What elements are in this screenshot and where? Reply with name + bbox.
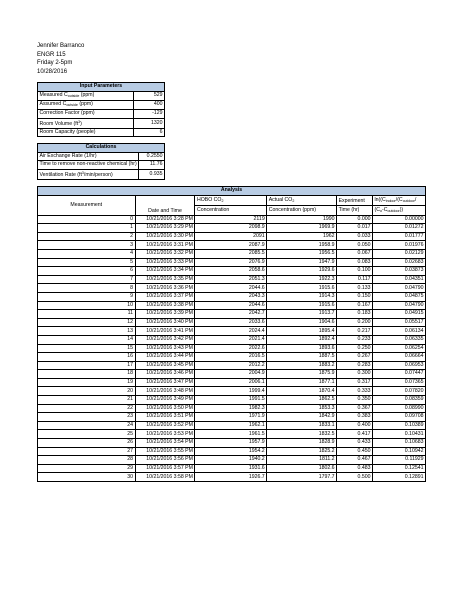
calc-label: Time to remove non-reactive chemical (hr) xyxy=(39,161,137,168)
time-cell[interactable]: 0.217 xyxy=(337,327,373,336)
table-row xyxy=(38,396,426,405)
table-row xyxy=(38,447,426,456)
ln-cell[interactable]: 0.12541 xyxy=(373,464,426,473)
table-row xyxy=(38,439,426,448)
table-row xyxy=(38,267,426,276)
time-cell[interactable]: 0.383 xyxy=(337,413,373,422)
hobo-cell[interactable]: 2042.7 xyxy=(195,310,267,319)
measurement-header: Measurement xyxy=(38,195,136,215)
hobo-cell[interactable]: 2006.1 xyxy=(195,378,267,387)
ln-cell[interactable]: 0.06254 xyxy=(373,344,426,353)
datetime-cell[interactable]: 10/21/2016 3:52 PM xyxy=(135,421,195,430)
measurement-cell[interactable]: 30 xyxy=(38,473,136,482)
session-time: Friday 2-5pm xyxy=(37,60,73,67)
datetime-header: Date and Time xyxy=(135,195,195,215)
ln-cell[interactable]: 0.10942 xyxy=(373,447,426,456)
datetime-cell[interactable]: 10/21/2016 3:47 PM xyxy=(135,378,195,387)
datetime-cell[interactable]: 10/21/2016 3:36 PM xyxy=(135,284,195,293)
actual-cell[interactable]: 1887.5 xyxy=(267,353,337,362)
calc-label: Air Exchange Rate (1/hr) xyxy=(38,152,139,161)
actual-cell[interactable]: 1915.6 xyxy=(267,284,337,293)
hobo-cell[interactable]: 2085.5 xyxy=(195,249,267,258)
actual-cell[interactable]: 1833.1 xyxy=(267,421,337,430)
actual-cell[interactable]: 1828.9 xyxy=(267,439,337,448)
input-label: Room Capacity (people) xyxy=(38,128,134,137)
actual-cell[interactable]: 1904.6 xyxy=(267,318,337,327)
measurement-cell[interactable]: 9 xyxy=(38,292,136,301)
course-name: ENGR 115 xyxy=(37,51,66,58)
ln-cell[interactable]: 0.04875 xyxy=(373,292,426,301)
measurement-cell[interactable]: 0 xyxy=(38,215,136,224)
measurement-cell[interactable]: 29 xyxy=(38,464,136,473)
measurement-cell[interactable]: 7 xyxy=(38,275,136,284)
time-cell[interactable]: 0.033 xyxy=(337,232,373,241)
ln-cell[interactable]: 0.06134 xyxy=(373,327,426,336)
datetime-cell[interactable]: 10/21/2016 3:31 PM xyxy=(135,241,195,250)
measurement-cell[interactable]: 27 xyxy=(38,447,136,456)
ln-cell[interactable]: 0.08359 xyxy=(373,396,426,405)
time-cell[interactable]: 0.167 xyxy=(337,301,373,310)
hobo-cell[interactable]: 2022.6 xyxy=(195,344,267,353)
table-row xyxy=(38,378,426,387)
table-row xyxy=(38,473,426,482)
hobo-cell[interactable]: 1982.3 xyxy=(195,404,267,413)
table-row xyxy=(38,327,426,336)
datetime-cell[interactable]: 10/21/2016 3:35 PM xyxy=(135,275,195,284)
ln-cell[interactable]: 0.00000 xyxy=(373,215,426,224)
actual-cell[interactable]: 1895.4 xyxy=(267,327,337,336)
time-cell[interactable]: 0.350 xyxy=(337,396,373,405)
actual-cell[interactable]: 1915.6 xyxy=(267,301,337,310)
table-row xyxy=(38,275,426,284)
actual-cell[interactable]: 1825.2 xyxy=(267,447,337,456)
actual-cell[interactable]: 1877.1 xyxy=(267,378,337,387)
ln-cell[interactable]: 0.01777 xyxy=(373,232,426,241)
input-label: Assumed $C_{outside}$ (ppm) xyxy=(38,100,134,109)
time-cell[interactable]: 0.233 xyxy=(337,335,373,344)
hobo-cell[interactable]: 1961.5 xyxy=(195,430,267,439)
hobo-cell[interactable]: 1940.2 xyxy=(195,456,267,465)
analysis-title: Analysis xyxy=(38,187,426,196)
time-cell[interactable]: 0.367 xyxy=(337,404,373,413)
table-row xyxy=(38,464,426,473)
ln-cell[interactable]: 0.07820 xyxy=(373,387,426,396)
calc-value[interactable]: 0.935 xyxy=(139,169,165,179)
measurement-cell[interactable]: 2 xyxy=(38,232,136,241)
table-row xyxy=(38,241,426,250)
calculations-table xyxy=(37,143,165,180)
datetime-cell[interactable]: 10/21/2016 3:43 PM xyxy=(135,344,195,353)
hobo-cell[interactable]: 1926.7 xyxy=(195,473,267,482)
measurement-cell[interactable]: 5 xyxy=(38,258,136,267)
hobo-cell[interactable]: 2051.3 xyxy=(195,275,267,284)
datetime-cell[interactable]: 10/21/2016 3:48 PM xyxy=(135,387,195,396)
analysis-rows xyxy=(38,215,426,481)
input-label: Room Volume $(ft^3)$ xyxy=(38,118,134,128)
hobo-cell[interactable]: 1957.9 xyxy=(195,439,267,448)
hobo-cell[interactable]: 2119 xyxy=(195,215,267,224)
measurement-cell[interactable]: 16 xyxy=(38,353,136,362)
calc-value[interactable]: 0.2550 xyxy=(139,152,165,161)
measurement-cell[interactable]: 3 xyxy=(38,241,136,250)
time-cell[interactable]: 0.433 xyxy=(337,439,373,448)
table-row xyxy=(38,258,426,267)
actual-cell[interactable]: 1853.3 xyxy=(267,404,337,413)
input-value[interactable]: 400 xyxy=(134,100,165,109)
table-row xyxy=(38,310,426,319)
datetime-cell[interactable]: 10/21/2016 3:39 PM xyxy=(135,310,195,319)
actual-cell[interactable]: 1875.9 xyxy=(267,370,337,379)
hobo-cell[interactable]: 2033.6 xyxy=(195,318,267,327)
actual-cell[interactable]: 1958.9 xyxy=(267,241,337,250)
ln-cell[interactable]: 0.08990 xyxy=(373,404,426,413)
measurement-cell[interactable]: 14 xyxy=(38,335,136,344)
time-cell[interactable]: 0.417 xyxy=(337,430,373,439)
time-cell[interactable]: 0.283 xyxy=(337,361,373,370)
actual-cell[interactable]: 1811.2 xyxy=(267,456,337,465)
experiment-header: Experiment xyxy=(337,195,373,205)
datetime-cell[interactable]: 10/21/2016 3:49 PM xyxy=(135,396,195,405)
table-row xyxy=(38,387,426,396)
actual-cell[interactable]: 1956.5 xyxy=(267,249,337,258)
ln-cell[interactable]: 0.11929 xyxy=(373,456,426,465)
actual-cell[interactable]: 1947.9 xyxy=(267,258,337,267)
ln-cell[interactable]: 0.04790 xyxy=(373,301,426,310)
measurement-cell[interactable]: 19 xyxy=(38,378,136,387)
measurement-cell[interactable]: 12 xyxy=(38,318,136,327)
ln-cell[interactable]: 0.10683 xyxy=(373,439,426,448)
analysis-table xyxy=(37,186,426,482)
datetime-cell[interactable]: 10/21/2016 3:53 PM xyxy=(135,430,195,439)
measurement-cell[interactable]: 18 xyxy=(38,370,136,379)
measurement-cell[interactable]: 20 xyxy=(38,387,136,396)
hobo-header: HOBO $CO_2$ xyxy=(195,195,267,205)
table-row xyxy=(38,232,426,241)
ln-cell[interactable]: 0.09708 xyxy=(373,413,426,422)
ln-cell[interactable]: 0.04915 xyxy=(373,310,426,319)
ln-cell[interactable]: 0.04351 xyxy=(373,275,426,284)
hobo-cell[interactable]: 2076.9 xyxy=(195,258,267,267)
actual-cell[interactable]: 1832.5 xyxy=(267,430,337,439)
ln-cell[interactable]: 0.04790 xyxy=(373,284,426,293)
calculations-title: Calculations xyxy=(38,144,165,153)
time-cell[interactable]: 0.250 xyxy=(337,344,373,353)
time-cell[interactable]: 0.133 xyxy=(337,284,373,293)
ln-cell[interactable]: 0.12891 xyxy=(373,473,426,482)
time-cell[interactable]: 0.083 xyxy=(337,258,373,267)
measurement-cell[interactable]: 26 xyxy=(38,439,136,448)
hobo-cell[interactable]: 2024.4 xyxy=(195,327,267,336)
author-name: Jennifer Barranco xyxy=(37,43,85,49)
datetime-cell[interactable]: 10/21/2016 3:57 PM xyxy=(135,464,195,473)
datetime-cell[interactable]: 10/21/2016 3:40 PM xyxy=(135,318,195,327)
datetime-cell[interactable]: 10/21/2016 3:30 PM xyxy=(135,232,195,241)
datetime-cell[interactable]: 10/21/2016 3:55 PM xyxy=(135,447,195,456)
measurement-cell[interactable]: 8 xyxy=(38,284,136,293)
time-cell[interactable]: 0.267 xyxy=(337,353,373,362)
time-cell[interactable]: 0.300 xyxy=(337,370,373,379)
measurement-cell[interactable]: 11 xyxy=(38,310,136,319)
table-row xyxy=(38,413,426,422)
ln-cell[interactable]: 0.05517 xyxy=(373,318,426,327)
ln-cell[interactable]: 0.10431 xyxy=(373,430,426,439)
datetime-cell[interactable]: 10/21/2016 3:33 PM xyxy=(135,258,195,267)
time-cell[interactable]: 0.100 xyxy=(337,267,373,276)
table-row xyxy=(38,344,426,353)
datetime-cell[interactable]: 10/21/2016 3:58 PM xyxy=(135,473,195,482)
datetime-cell[interactable]: 10/21/2016 3:41 PM xyxy=(135,327,195,336)
time-cell[interactable]: 0.500 xyxy=(337,473,373,482)
actual-cell[interactable]: 1797.7 xyxy=(267,473,337,482)
time-cell[interactable]: 0.183 xyxy=(337,310,373,319)
hobo-cell[interactable]: 1999.4 xyxy=(195,387,267,396)
actual-cell[interactable]: 1842.9 xyxy=(267,413,337,422)
input-parameters-table xyxy=(37,82,165,137)
table-row xyxy=(38,224,426,233)
actual-cell[interactable]: 1990 xyxy=(267,215,337,224)
measurement-cell[interactable]: 4 xyxy=(38,249,136,258)
measurement-cell[interactable]: 13 xyxy=(38,327,136,336)
hobo-cell[interactable]: 2043.3 xyxy=(195,292,267,301)
author-header xyxy=(37,42,84,76)
table-row xyxy=(38,421,426,430)
table-row xyxy=(38,404,426,413)
input-parameters-title: Input Parameters xyxy=(38,83,165,92)
hobo-cell[interactable]: 2044.6 xyxy=(195,284,267,293)
report-date: 10/28/2016 xyxy=(37,68,68,75)
time-cell[interactable]: 0.400 xyxy=(337,421,373,430)
actual-cell[interactable]: 1802.6 xyxy=(267,464,337,473)
measurement-cell[interactable]: 10 xyxy=(38,301,136,310)
ln-cell[interactable]: 0.02683 xyxy=(373,258,426,267)
ln-cell[interactable]: 0.03873 xyxy=(373,267,426,276)
hobo-cell[interactable]: 2058.6 xyxy=(195,267,267,276)
datetime-cell[interactable]: 10/21/2016 3:44 PM xyxy=(135,353,195,362)
hobo-header-2: Concentration xyxy=(195,205,267,215)
ln-cell[interactable]: 0.01976 xyxy=(373,241,426,250)
datetime-cell[interactable]: 10/21/2016 3:38 PM xyxy=(135,301,195,310)
ln-header: $\ln((C_{indoor}/(C_{outdoor}/$ xyxy=(373,195,426,205)
actual-cell[interactable]: 1870.4 xyxy=(267,387,337,396)
ln-cell[interactable]: 0.06664 xyxy=(373,353,426,362)
input-value[interactable]: 6 xyxy=(134,128,165,137)
table-row xyxy=(38,292,426,301)
time-cell[interactable]: 0.200 xyxy=(337,318,373,327)
input-value[interactable]: 529 xyxy=(134,91,165,100)
datetime-cell[interactable]: 10/21/2016 3:56 PM xyxy=(135,456,195,465)
hobo-cell[interactable]: 1962.1 xyxy=(195,421,267,430)
hobo-cell[interactable]: 2091 xyxy=(195,232,267,241)
hobo-cell[interactable]: 1991.5 xyxy=(195,396,267,405)
table-row xyxy=(38,284,426,293)
datetime-cell[interactable]: 10/21/2016 3:50 PM xyxy=(135,404,195,413)
datetime-cell[interactable]: 10/21/2016 3:51 PM xyxy=(135,413,195,422)
experiment-header-2: Time (hr) xyxy=(337,205,373,215)
measurement-cell[interactable]: 1 xyxy=(38,224,136,233)
measurement-cell[interactable]: 23 xyxy=(38,413,136,422)
table-row xyxy=(38,456,426,465)
measurement-cell[interactable]: 17 xyxy=(38,361,136,370)
datetime-cell[interactable]: 10/21/2016 3:29 PM xyxy=(135,224,195,233)
actual-cell[interactable]: 1893.6 xyxy=(267,344,337,353)
datetime-cell[interactable]: 10/21/2016 3:37 PM xyxy=(135,292,195,301)
input-label: Correction Factor (ppm) xyxy=(38,110,134,119)
time-cell[interactable]: 0.467 xyxy=(337,456,373,465)
time-cell[interactable]: 0.483 xyxy=(337,464,373,473)
actual-cell[interactable]: 1892.4 xyxy=(267,335,337,344)
datetime-cell[interactable]: 10/21/2016 3:34 PM xyxy=(135,267,195,276)
table-row xyxy=(38,353,426,362)
datetime-cell[interactable]: 10/21/2016 3:45 PM xyxy=(135,361,195,370)
datetime-cell[interactable]: 10/21/2016 3:46 PM xyxy=(135,370,195,379)
table-row xyxy=(38,335,426,344)
measurement-cell[interactable]: 6 xyxy=(38,267,136,276)
table-row xyxy=(38,430,426,439)
actual-cell[interactable]: 1929.6 xyxy=(267,267,337,276)
table-row xyxy=(38,301,426,310)
hobo-cell[interactable]: 2098.9 xyxy=(195,224,267,233)
actual-cell[interactable]: 1862.5 xyxy=(267,396,337,405)
hobo-cell[interactable]: 1931.6 xyxy=(195,464,267,473)
actual-cell[interactable]: 1883.2 xyxy=(267,361,337,370)
actual-cell[interactable]: 1962 xyxy=(267,232,337,241)
ln-cell[interactable]: 0.06953 xyxy=(373,361,426,370)
time-cell[interactable]: 0.067 xyxy=(337,249,373,258)
actual-header-2: Concentration (ppm) xyxy=(267,205,337,215)
hobo-cell[interactable]: 2016.5 xyxy=(195,353,267,362)
measurement-cell[interactable]: 25 xyxy=(38,430,136,439)
hobo-cell[interactable]: 1971.9 xyxy=(195,413,267,422)
measurement-cell[interactable]: 28 xyxy=(38,456,136,465)
time-cell[interactable]: 0.117 xyxy=(337,275,373,284)
input-value[interactable]: -129 xyxy=(134,110,165,119)
hobo-cell[interactable]: 2021.4 xyxy=(195,335,267,344)
measurement-cell[interactable]: 24 xyxy=(38,421,136,430)
time-cell[interactable]: 0.333 xyxy=(337,387,373,396)
ln-cell[interactable]: 0.06335 xyxy=(373,335,426,344)
actual-header: Actual $CO_2$ xyxy=(267,195,337,205)
calc-label: Ventilation Rate $(ft^3/\min/person)$ xyxy=(38,169,139,179)
measurement-cell[interactable]: 15 xyxy=(38,344,136,353)
ln-cell[interactable]: 0.07447 xyxy=(373,370,426,379)
measurement-cell[interactable]: 21 xyxy=(38,396,136,405)
actual-cell[interactable]: 1913.7 xyxy=(267,310,337,319)
datetime-cell[interactable]: 10/21/2016 3:32 PM xyxy=(135,249,195,258)
hobo-cell[interactable]: 2087.9 xyxy=(195,241,267,250)
time-cell[interactable]: 0.000 xyxy=(337,215,373,224)
ln-header-2: $(C_o-C_{outdoor})$) xyxy=(373,205,426,215)
calc-value[interactable]: 11.76 xyxy=(139,161,165,170)
time-cell[interactable]: 0.017 xyxy=(337,224,373,233)
ln-cell[interactable]: 0.01272 xyxy=(373,224,426,233)
time-cell[interactable]: 0.050 xyxy=(337,241,373,250)
time-cell[interactable]: 0.317 xyxy=(337,378,373,387)
table-row xyxy=(38,370,426,379)
hobo-cell[interactable]: 2012.2 xyxy=(195,361,267,370)
input-label: Measured $C_{outside}$ (ppm) xyxy=(38,91,134,100)
table-row xyxy=(38,318,426,327)
table-row xyxy=(38,215,426,224)
input-value[interactable]: 1320 xyxy=(134,118,165,128)
datetime-cell[interactable]: 10/21/2016 3:54 PM xyxy=(135,439,195,448)
time-cell[interactable]: 0.150 xyxy=(337,292,373,301)
hobo-cell[interactable]: 1954.2 xyxy=(195,447,267,456)
table-row xyxy=(38,249,426,258)
hobo-cell[interactable]: 2004.9 xyxy=(195,370,267,379)
ln-cell[interactable]: 0.07365 xyxy=(373,378,426,387)
actual-cell[interactable]: 1922.3 xyxy=(267,275,337,284)
time-cell[interactable]: 0.450 xyxy=(337,447,373,456)
actual-cell[interactable]: 1969.9 xyxy=(267,224,337,233)
datetime-cell[interactable]: 10/21/2016 3:42 PM xyxy=(135,335,195,344)
measurement-cell[interactable]: 22 xyxy=(38,404,136,413)
actual-cell[interactable]: 1914.3 xyxy=(267,292,337,301)
ln-cell[interactable]: 0.02129 xyxy=(373,249,426,258)
datetime-cell[interactable]: 10/21/2016 3:28 PM xyxy=(135,215,195,224)
table-row xyxy=(38,361,426,370)
ln-cell[interactable]: 0.10389 xyxy=(373,421,426,430)
hobo-cell[interactable]: 2044.6 xyxy=(195,301,267,310)
